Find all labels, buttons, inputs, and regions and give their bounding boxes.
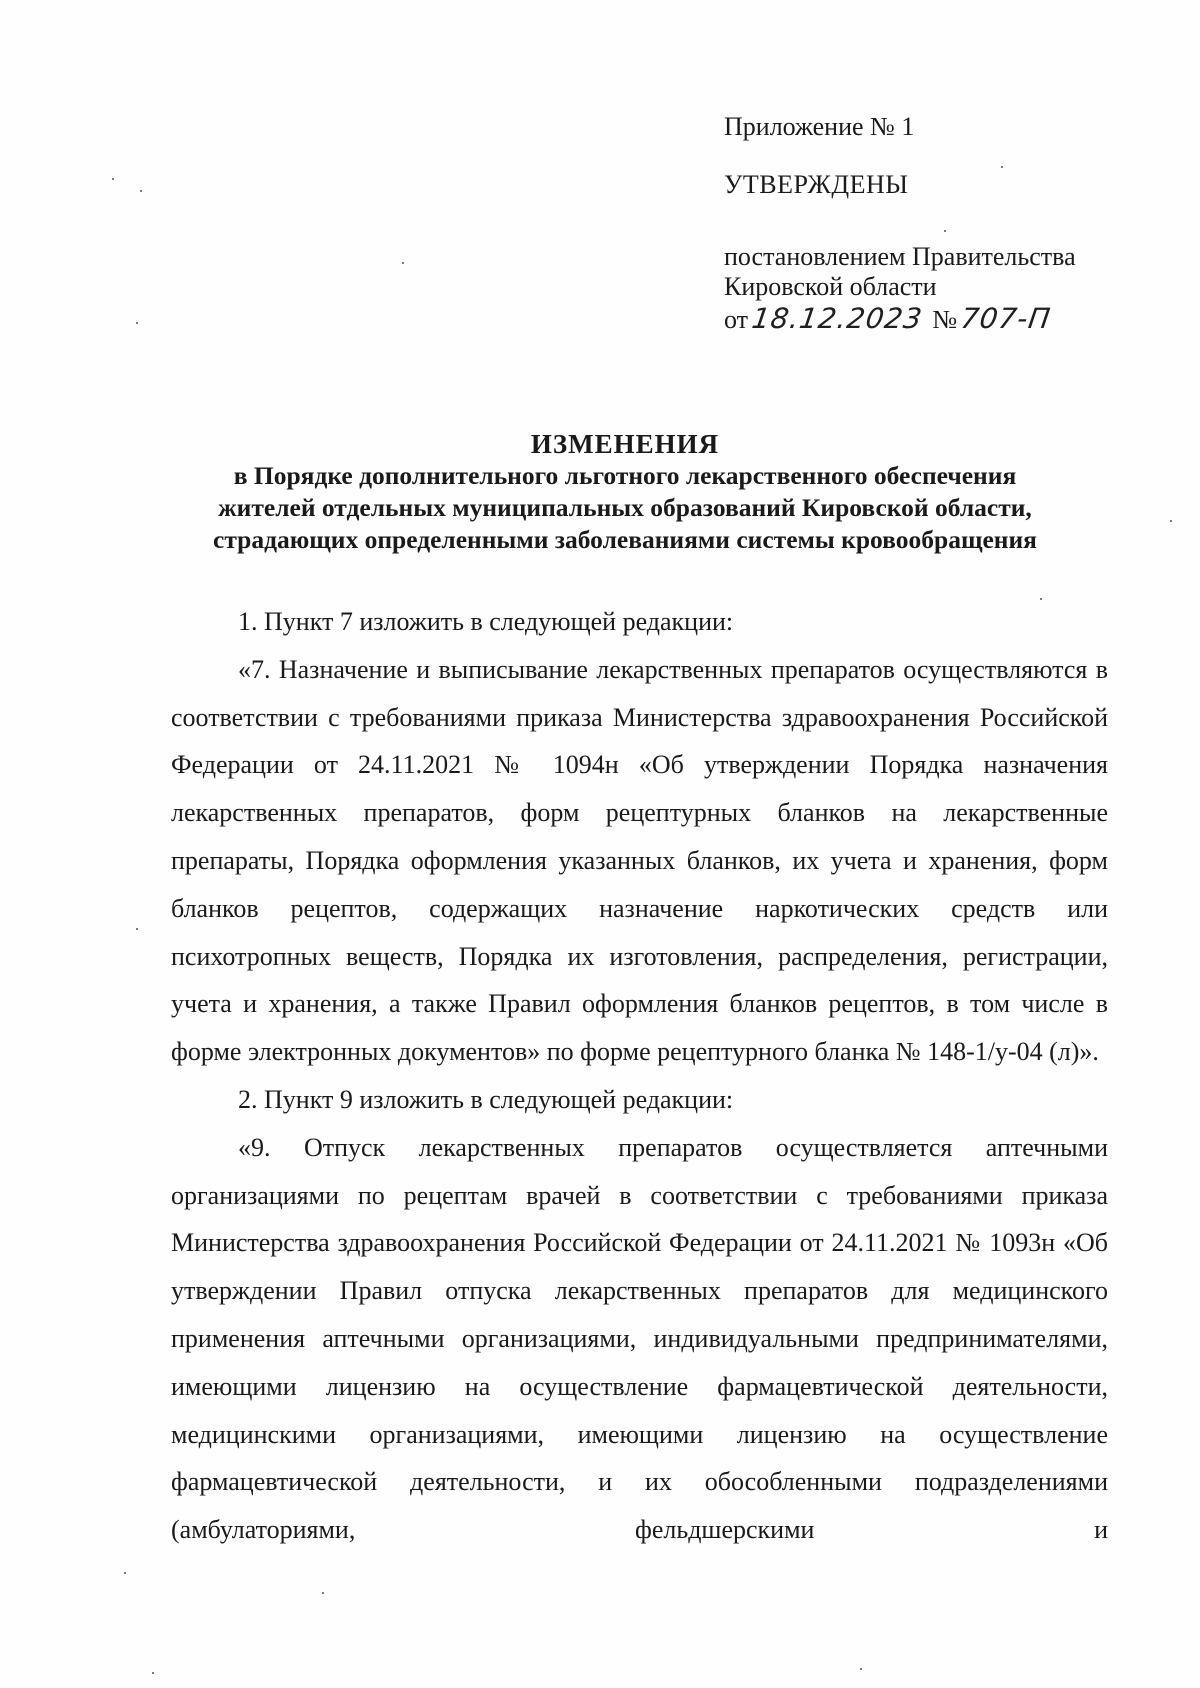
scan-speck <box>136 928 138 930</box>
scan-speck <box>140 190 142 192</box>
title-line-3: страдающих определенными заболеваниями системы кровообращения <box>213 525 1037 554</box>
decree-line-2: Кировской области <box>724 272 937 301</box>
title-line-1: в Порядке дополнительного льготного лекарственного обеспечения <box>233 461 1017 490</box>
scan-speck <box>1040 598 1042 600</box>
decree-date-line <box>724 304 1144 335</box>
scan-speck <box>1170 520 1172 522</box>
title-heading: ИЗМЕНЕНИЯ <box>530 429 720 459</box>
document-body <box>171 598 1108 1554</box>
date-prefix: от <box>724 305 749 334</box>
scan-speck <box>944 230 946 232</box>
scan-speck <box>152 1672 154 1674</box>
handwritten-number: 707-П <box>958 302 1054 335</box>
approved-label: УТВЕРЖДЕНЫ <box>724 170 909 199</box>
appendix-label: Приложение № 1 <box>724 112 915 141</box>
scan-speck <box>112 178 114 180</box>
scan-speck <box>1001 166 1003 168</box>
paragraph-2: «7. Назначение и выписывание лекарственных препаратов осуществляются в соответствии с требованиями приказа Министерства здравоохранения Российской Федерации от 24.11.2021 № 1094н «Об утверждении Порядка назначения лекарственных препаратов, форм рецептурных бланков на лекарственные препараты, Порядка оформления указанных бланков, их учета и хранения, форм бланков рецептов, содержащих назначение наркотических средств или психотропных веществ, Порядка их изготовления, распределения, регистрации, учета и хранения, а также Правил оформления бланков рецептов, в том числе в форме электронных документов» по форме рецептурного бланка № 148-1/у-04 (л)». <box>171 654 1108 1067</box>
handwritten-date: 18.12.2023 <box>749 302 925 335</box>
scan-speck <box>136 322 138 324</box>
number-prefix: № <box>932 305 958 334</box>
title-line-2: жителей отдельных муниципальных образований Кировской области, <box>218 493 1032 522</box>
approval-stamp-block <box>724 112 1144 335</box>
decree-line-1: постановлением Правительства <box>724 242 1076 271</box>
document-title <box>130 428 1120 556</box>
scan-speck <box>860 1668 862 1670</box>
paragraph-1: 1. Пункт 7 изложить в следующей редакции: <box>238 607 734 636</box>
scan-speck <box>402 262 404 264</box>
paragraph-3: 2. Пункт 9 изложить в следующей редакции: <box>238 1084 734 1114</box>
scan-speck <box>124 1572 126 1574</box>
paragraph-4: «9. Отпуск лекарственных препаратов осуществляется аптечными организациями по рецептам врачей в соответствии с требованиями приказа Министерства здравоохранения Российской Федерации от 24.11.2021 № 1093н «Об утверждении Правил отпуска лекарственных препаратов для медицинского применения аптечными организациями, индивидуальными предпринимателями, имеющими лицензию на осуществление фармацевтической деятельности, медицинскими организациями, имеющими лицензию на осуществление фармацевтической деятельности, и их обособленными подразделениями (амбулаториями, фельдшерскими и <box>171 1132 1108 1545</box>
scan-speck <box>322 1592 324 1594</box>
